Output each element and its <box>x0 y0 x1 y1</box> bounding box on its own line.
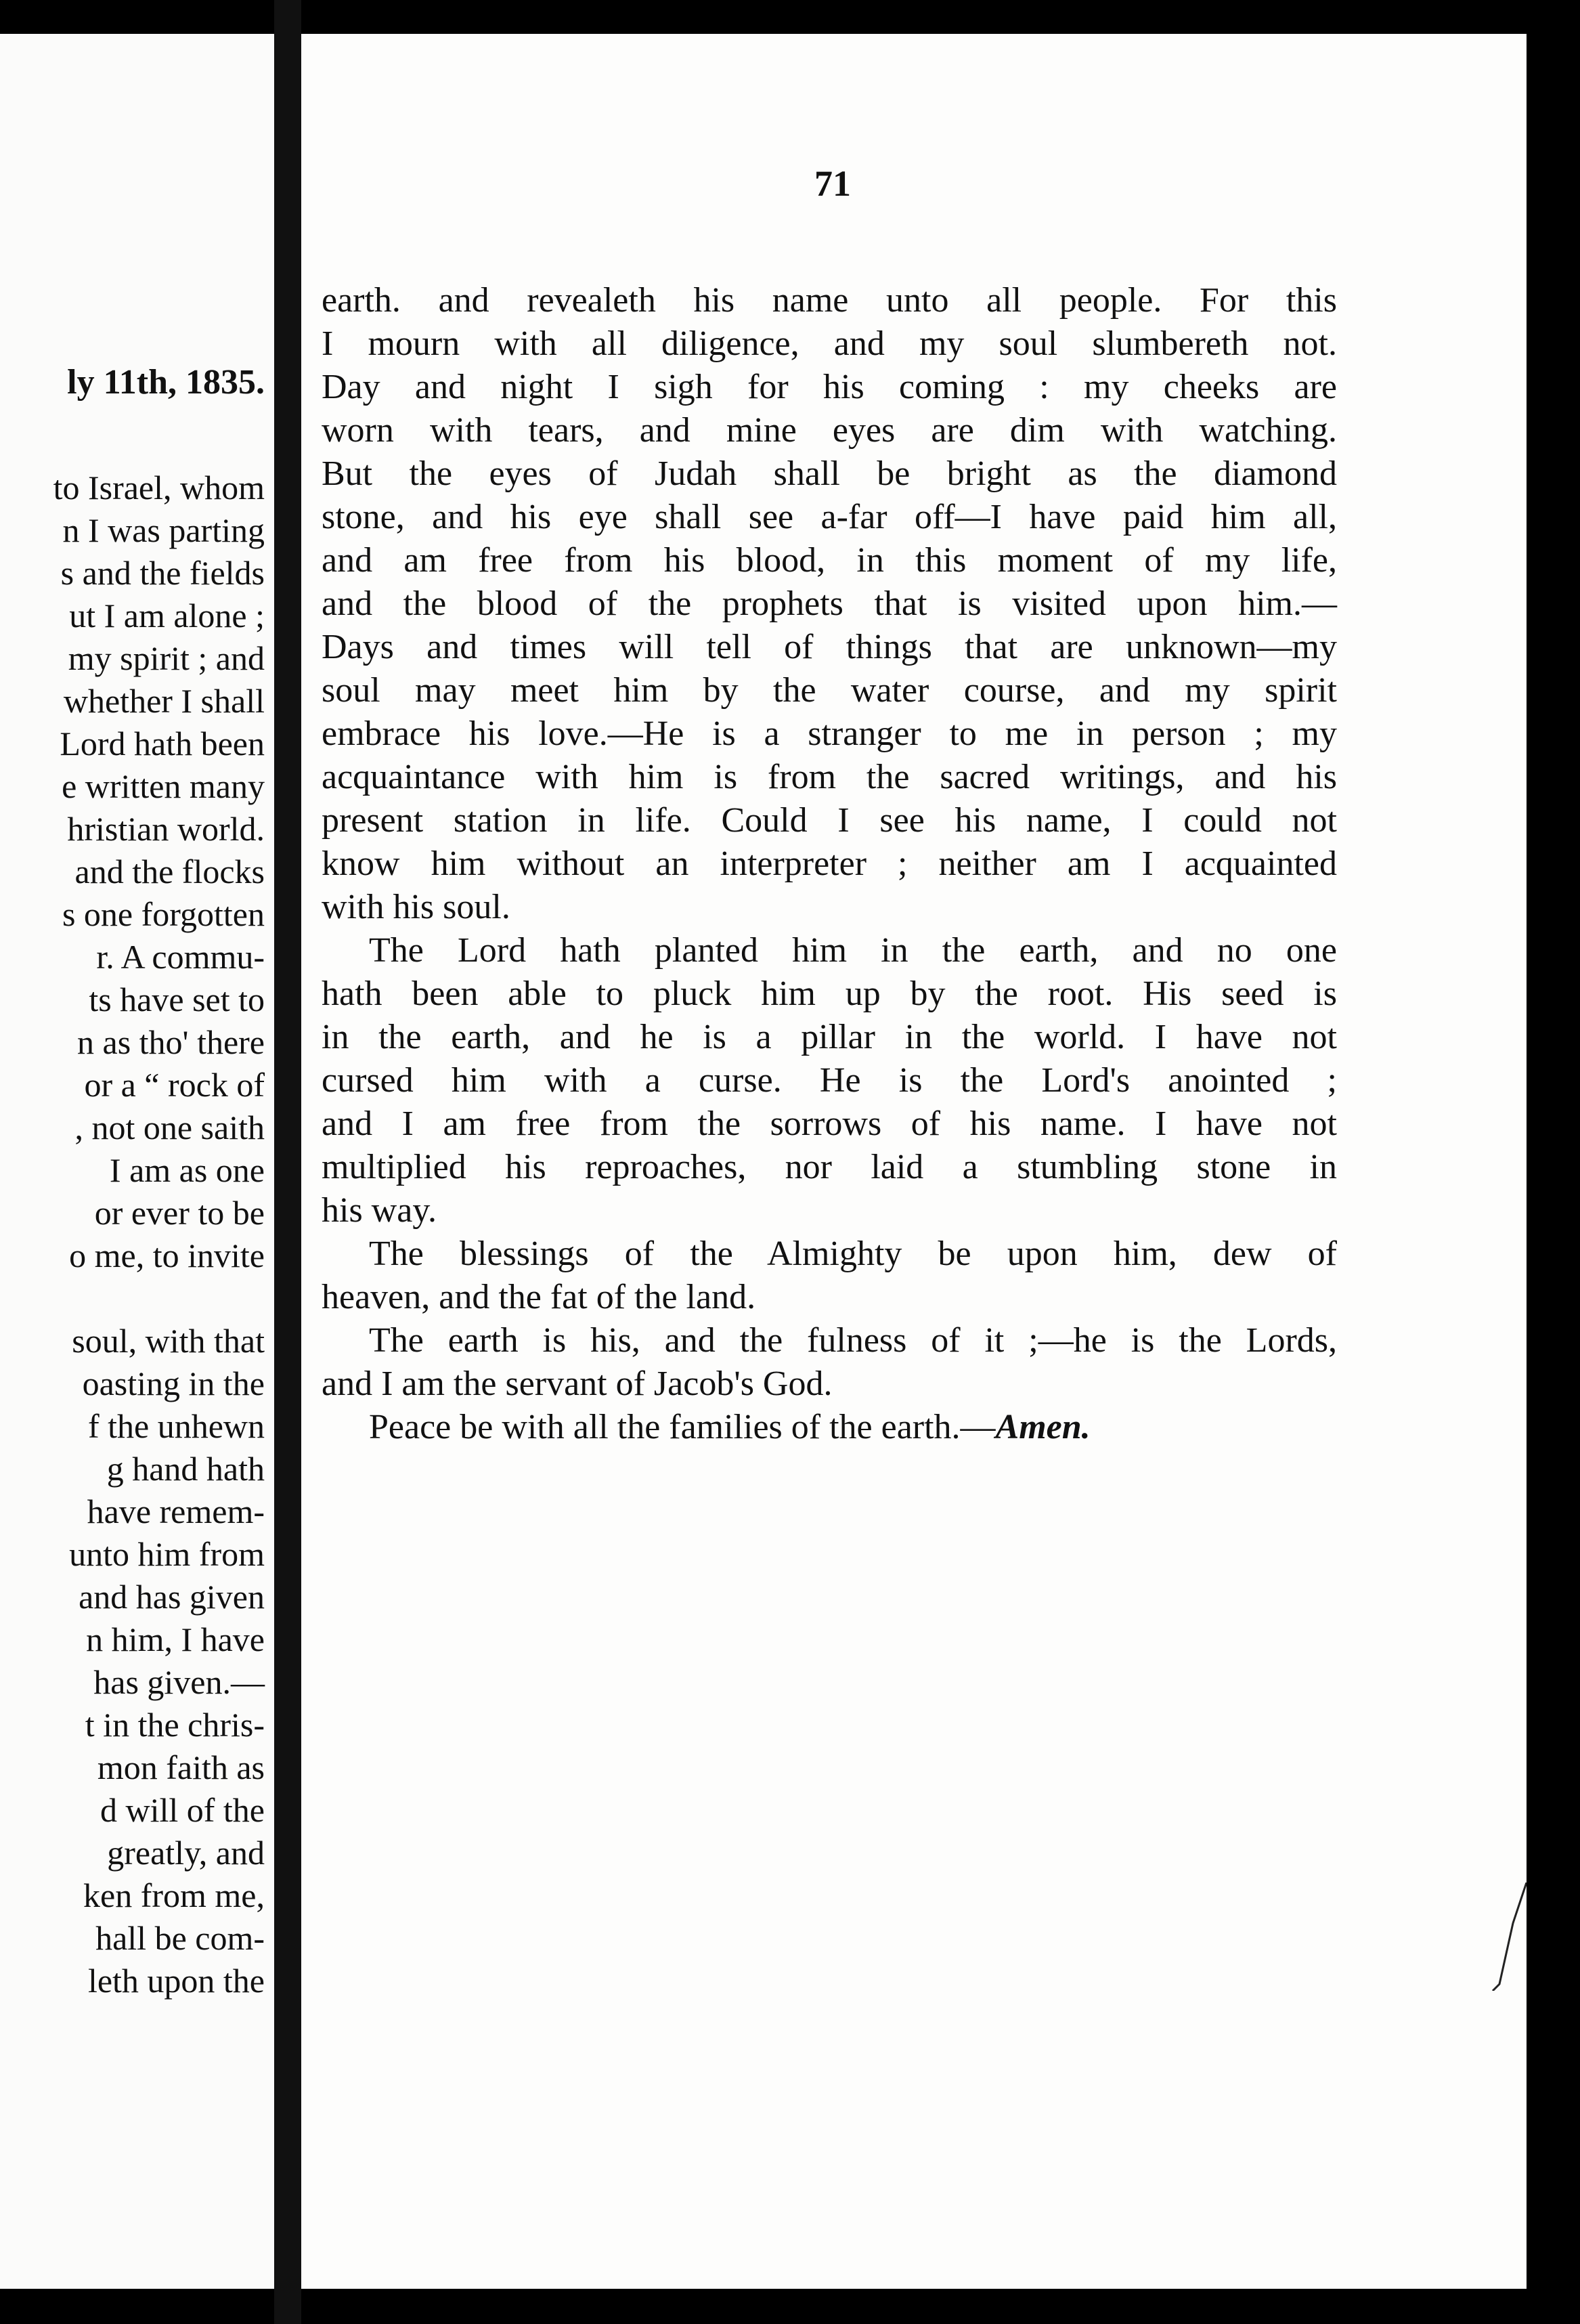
text-line: worn with tears, and mine eyes are dim with watching. <box>322 411 1337 450</box>
left-text-line: n him, I have <box>86 1620 265 1658</box>
text-line: soul may meet him by the water course, and my spirit <box>322 671 1337 710</box>
left-page <box>0 34 274 2289</box>
text-line: present station in life. Could I see his name, I could not <box>322 801 1337 840</box>
left-text-line: or a “ rock of <box>84 1066 265 1104</box>
text-line: and am free from his blood, in this moment of my life, <box>322 541 1337 580</box>
text-line: embrace his love.—He is a stranger to me in person ; my <box>322 714 1337 753</box>
amen-word: Amen. <box>995 1408 1091 1446</box>
left-text-line: greatly, and <box>107 1834 265 1872</box>
left-text-line: whether I shall <box>63 682 265 720</box>
page-body <box>322 279 1337 1449</box>
text-line: I mourn with all diligence, and my soul slumbereth not. <box>322 324 1337 363</box>
text-line: with his soul. <box>322 888 510 926</box>
left-text-line: and the flocks <box>74 853 265 890</box>
left-text-line: g hand hath <box>106 1450 265 1488</box>
left-text-line: d will of the <box>100 1791 265 1829</box>
left-text-line: s and the fields <box>60 554 265 592</box>
text-line: and I am the servant of Jacob's God. <box>322 1364 833 1403</box>
left-text-line: t in the chris- <box>85 1706 265 1744</box>
text-line: Day and night I sigh for his coming : my cheeks are <box>322 368 1337 406</box>
left-text-line: I am as one <box>109 1151 265 1189</box>
text-line: acquaintance with him is from the sacred writings, and his <box>322 758 1337 796</box>
left-text-line: my spirit ; and <box>68 639 265 677</box>
left-text-line: has given.— <box>93 1663 265 1701</box>
text-line: cursed him with a curse. He is the Lord's anointed ; <box>322 1061 1337 1100</box>
text-line: and the blood of the prophets that is visited upon him.— <box>322 584 1337 623</box>
left-text-line: have remem- <box>87 1492 265 1530</box>
closing-line <box>322 1406 1337 1449</box>
text-line: and I am free from the sorrows of his name. I have not <box>322 1104 1337 1143</box>
left-text-line: hristian world. <box>67 810 265 848</box>
left-text-line: ken from me, <box>83 1876 265 1914</box>
left-text-line: r. A commu- <box>96 938 265 976</box>
text-line: hath been able to pluck him up by the root. His seed is <box>322 974 1337 1013</box>
left-text-line: e written many <box>62 767 265 805</box>
left-date-line: ly 11th, 1835. <box>67 363 265 402</box>
left-text-line: and has given <box>79 1578 265 1616</box>
left-text-line: or ever to be <box>94 1194 265 1232</box>
text-line: know him without an interpreter ; neither am I acquainted <box>322 844 1337 883</box>
left-text-line: leth upon the <box>87 1962 265 2000</box>
left-text-line: ts have set to <box>89 981 265 1018</box>
text-line: earth. and revealeth his name unto all people. For this <box>322 281 1337 320</box>
left-text-line: s one forgotten <box>62 895 265 933</box>
left-text-line: f the unhewn <box>87 1407 265 1445</box>
left-text-line: to Israel, whom <box>53 469 265 507</box>
text-line: heaven, and the fat of the land. <box>322 1278 756 1316</box>
right-page <box>301 34 1527 2289</box>
left-text-line: , not one saith <box>74 1109 265 1146</box>
text-line: The blessings of the Almighty be upon him, dew of <box>369 1234 1337 1273</box>
text-line: his way. <box>322 1191 437 1230</box>
text-line: multiplied his reproaches, nor laid a stumbling stone in <box>322 1148 1337 1186</box>
text-line: The earth is his, and the fulness of it ;—he is the Lords, <box>369 1321 1337 1360</box>
text-line: in the earth, and he is a pillar in the world. I have not <box>322 1018 1337 1056</box>
text-line: But the eyes of Judah shall be bright as the diamond <box>322 454 1337 493</box>
text-line: The Lord hath planted him in the earth, and no one <box>369 931 1337 970</box>
left-text-line: unto him from <box>69 1535 265 1573</box>
page-edge-tear <box>1486 1882 1527 1991</box>
text-line: Days and times will tell of things that are unknown—my <box>322 628 1337 666</box>
text-line: stone, and his eye shall see a-far off—I have paid him all, <box>322 498 1337 536</box>
closing-text: Peace be with all the families of the earth.— <box>369 1408 996 1446</box>
left-text-line: o me, to invite <box>69 1236 265 1274</box>
left-text-line: soul, with that <box>72 1322 265 1360</box>
page-number: 71 <box>814 163 851 204</box>
left-text-line: ut I am alone ; <box>69 597 265 634</box>
left-text-line: n I was parting <box>62 511 265 549</box>
left-text-line: n as tho' there <box>77 1023 265 1061</box>
book-gutter <box>274 0 301 2324</box>
left-text-line: oasting in the <box>82 1364 265 1402</box>
left-text-line: mon faith as <box>97 1748 265 1786</box>
left-text-line: hall be com- <box>95 1919 265 1957</box>
left-text-line: Lord hath been <box>60 725 265 762</box>
